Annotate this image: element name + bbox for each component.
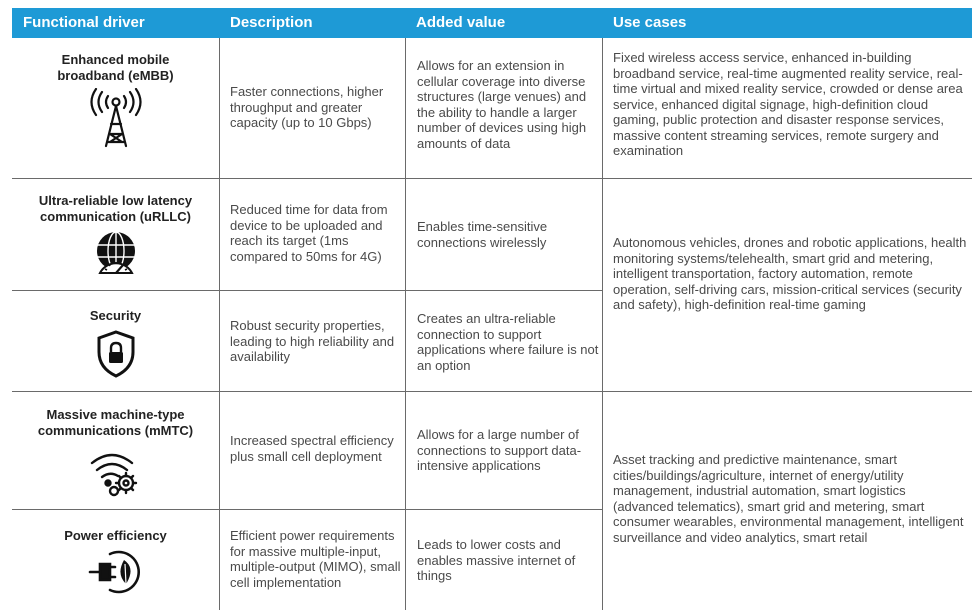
use-cases-embb: Fixed wireless access service, enhanced in-building broadband service, real-time augmented reality service, real-time virtual and mixed reality service, crowded or dense area service, enhanced digital signage, high-definition cloud gaming, public protection and disaster response services, massive content streaming services, remote surgery and examination xyxy=(613,50,963,158)
globe-speedometer-icon xyxy=(93,229,139,277)
driver-power xyxy=(12,528,219,596)
driver-mmtc xyxy=(12,407,219,497)
column-divider xyxy=(219,38,220,610)
added-value-mmtc: Allows for a large number of connections to support data-intensive applications xyxy=(417,427,582,473)
driver-mmtc-label: Massive machine-type communications (mMTC) xyxy=(37,407,194,438)
header-added-value: Added value xyxy=(405,8,602,38)
driver-security xyxy=(12,308,219,378)
added-value-power: Leads to lower costs and enables massive internet of things xyxy=(417,537,576,583)
column-divider xyxy=(602,38,603,610)
use-cases-mmtc-power: Asset tracking and predictive maintenance, smart cities/buildings/agriculture, internet of energy/utility management, industrial automation, smart logistics (advanced telematics), smart grid and metering, smart consumer wearables, environmental management, intelligent surveillance and video analytics, smart retail xyxy=(613,452,964,545)
description-security: Robust security properties, leading to high reliability and availability xyxy=(230,318,395,364)
header-functional-driver: Functional driver xyxy=(12,8,219,38)
use-cases-urllc-security: Autonomous vehicles, drones and robotic applications, health monitoring systems/telehealth, smart grid and metering, intelligent transportation, factory automation, remote operation, self-driving cars, mission-critical services (security and safety), high-definition real-time gaming xyxy=(613,235,967,312)
driver-urllc-label: Ultra-reliable low latency communication (uRLLC) xyxy=(38,193,193,224)
added-value-security: Creates an ultra-reliable connection to support applications where failure is not an option xyxy=(417,311,599,373)
driver-power-label: Power efficiency xyxy=(64,528,167,543)
plug-leaf-icon xyxy=(88,548,144,596)
row-divider xyxy=(12,290,602,291)
description-urllc: Reduced time for data from device to be uploaded and reach its target (1ms compared to 50ms for 4G) xyxy=(230,202,388,264)
row-divider xyxy=(12,391,972,392)
driver-security-label: Security xyxy=(89,308,142,323)
description-embb: Faster connections, higher throughput and greater capacity (up to 10 Gbps) xyxy=(230,84,384,130)
header-use-cases: Use cases xyxy=(602,8,972,38)
added-value-embb: Allows for an extension in cellular coverage into diverse structures (large venues) and the ability to handle a larger number of devices using high amounts of data xyxy=(417,58,587,151)
driver-embb xyxy=(12,52,219,152)
cell-tower-icon xyxy=(86,88,146,152)
row-divider xyxy=(12,509,602,510)
functional-drivers-table xyxy=(12,8,972,610)
column-divider xyxy=(405,38,406,610)
driver-embb-label: Enhanced mobile broadband (eMBB) xyxy=(57,52,174,83)
shield-lock-icon xyxy=(96,330,136,378)
driver-urllc xyxy=(12,193,219,277)
row-divider xyxy=(12,178,972,179)
description-power: Efficient power requirements for massive multiple-input, multiple-output (MIMO), small cell implementation xyxy=(230,528,401,590)
description-mmtc: Increased spectral efficiency plus small cell deployment xyxy=(230,433,394,464)
header-description: Description xyxy=(219,8,405,38)
added-value-urllc: Enables time-sensitive connections wirelessly xyxy=(417,219,548,250)
wifi-gears-icon xyxy=(88,449,144,497)
